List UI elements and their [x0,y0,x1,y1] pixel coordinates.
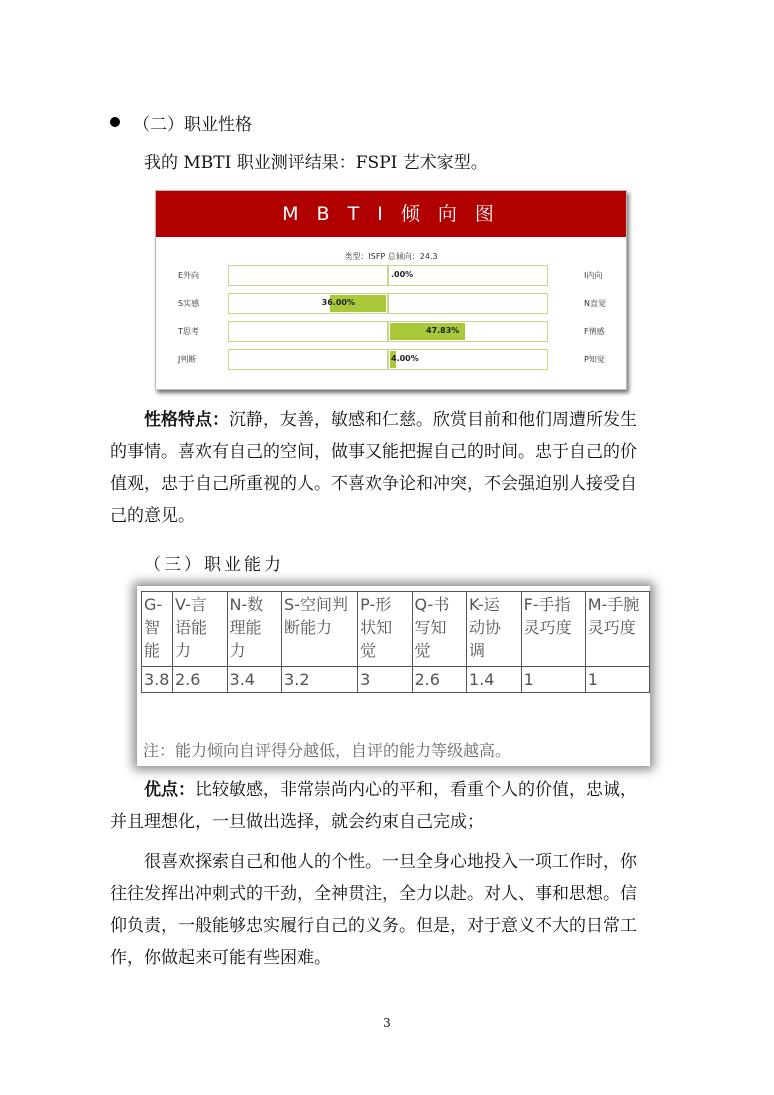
paragraph-line: 作，你做起来可能有些困难。 [110,948,331,968]
mbti-row [156,265,626,285]
personality-paragraph [110,846,668,974]
ability-table-image [137,586,650,766]
ability-header-text: 觉 [414,641,431,660]
ability-header-text: P-形 [360,595,392,614]
mbti-right-label: N直觉 [584,299,606,308]
mbti-bar-right [388,321,548,342]
ability-value-cell: 1 [585,667,649,693]
ability-header-cell [172,592,227,667]
mbti-bar-right [388,349,548,370]
ability-value-cell: 3.2 [282,667,358,693]
mbti-chart [155,190,627,390]
ability-table [141,591,650,693]
ability-header-text: K-运 [469,595,500,614]
mbti-percent-label: 4.00% [391,354,419,363]
ability-value-cell: 1 [521,667,585,693]
ability-header-text: F-手指 [523,595,571,614]
ability-note: 注：能力倾向自评得分越低，自评的能力等级越高。 [143,741,512,760]
ability-header-text: V-言 [174,595,207,614]
paragraph-line: 往往发挥出冲刺式的干劲，全神贯注，全力以赴。对人、事和思想。信 [110,884,637,904]
ability-header-text: 灵巧度 [587,618,636,637]
traits-line: 的事情。喜欢有自己的空间，做事又能把握自己的时间。忠于自己的价 [110,442,637,462]
ability-value-cell: 1.4 [467,667,522,693]
paragraph-line: 很喜欢探索自己和他人的个性。一旦全身心地投入一项工作时，你 [144,852,637,872]
mbti-left-label: T思考 [178,327,199,336]
ability-header-text: S-空间判 [284,595,348,614]
ability-value-cell: 2.6 [412,667,467,693]
ability-header-text: 写知 [414,618,447,637]
mbti-percent-label: 36.00% [321,298,355,307]
ability-header-cell [467,592,522,667]
traits-paragraph [110,404,668,532]
mbti-left-label: E外向 [178,271,200,280]
section-heading-personality: （二）职业性格 [133,115,252,135]
traits-line: 己的意见。 [110,506,195,526]
paragraph-line: 仰负责，一般能够忠实履行自己的义务。但是，对于意义不大的日常工 [110,916,637,936]
ability-header-text: 断能力 [284,618,333,637]
ability-header-cell [412,592,467,667]
ability-header-text: 状知 [360,618,393,637]
ability-value-cell: 2.6 [172,667,227,693]
ability-header-text: 智 [144,618,161,637]
ability-header-text: 能 [144,641,161,660]
mbti-chart-title: M B T I 倾 向 图 [156,191,626,237]
mbti-bar-right [388,293,548,314]
ability-header-cell [521,592,585,667]
ability-header-text: 调 [469,641,486,660]
mbti-type-line: 类型：ISFP 总倾向：24.3 [344,252,438,261]
mbti-bar-left [228,349,388,370]
mbti-left-label: J判断 [178,355,197,364]
strengths-line: 比较敏感，非常崇尚内心的平和，看重个人的价值，忠诚， [195,780,637,800]
ability-header-text: 动协 [469,618,502,637]
mbti-row [156,321,626,341]
mbti-bar-left [228,321,388,342]
traits-label: 性格特点： [144,410,229,430]
mbti-bar-right [388,265,548,286]
ability-header-cell [358,592,412,667]
ability-header-text: 灵巧度 [523,618,572,637]
traits-line: 沉静，友善，敏感和仁慈。欣赏目前和他们周遭所发生 [229,410,637,430]
ability-header-text: Q-书 [414,595,450,614]
section-heading-ability: （三）职业能力 [144,555,284,575]
mbti-right-label: F情感 [584,327,605,336]
mbti-bar-left [228,293,388,314]
mbti-right-label: P知觉 [584,355,605,364]
bullet-icon [110,117,120,127]
ability-header-text: 理能 [229,618,262,637]
ability-header-text: 力 [174,641,191,660]
strengths-paragraph [110,774,668,838]
ability-header-text: 觉 [360,641,377,660]
mbti-result-line: 我的 MBTI 职业测评结果：FSPI 艺术家型。 [144,153,488,173]
mbti-row [156,349,626,369]
mbti-left-label: S实感 [178,299,200,308]
strengths-line: 并且理想化，一旦做出选择，就会约束自己完成； [110,812,484,832]
ability-header-cell [142,592,173,667]
mbti-right-label: I内向 [584,271,603,280]
mbti-percent-label: .00% [391,270,414,279]
ability-value-cell: 3.4 [227,667,282,693]
strengths-label: 优点： [144,780,195,800]
ability-header-cell [282,592,358,667]
ability-value-cell: 3.8 [142,667,173,693]
ability-header-cell [227,592,282,667]
ability-header-cell [585,592,649,667]
ability-header-text: N-数 [229,595,264,614]
ability-header-text: M-手腕 [587,595,640,614]
mbti-percent-label: 47.83% [426,326,460,335]
mbti-bar-left [228,265,388,286]
traits-line: 值观，忠于自己所重视的人。不喜欢争论和冲突，不会强迫别人接受自 [110,474,637,494]
page-number: 3 [383,1016,391,1030]
ability-header-text: G- [144,595,163,614]
ability-value-cell: 3 [358,667,412,693]
ability-header-text: 力 [229,641,246,660]
mbti-row [156,293,626,313]
ability-header-text: 语能 [174,618,207,637]
